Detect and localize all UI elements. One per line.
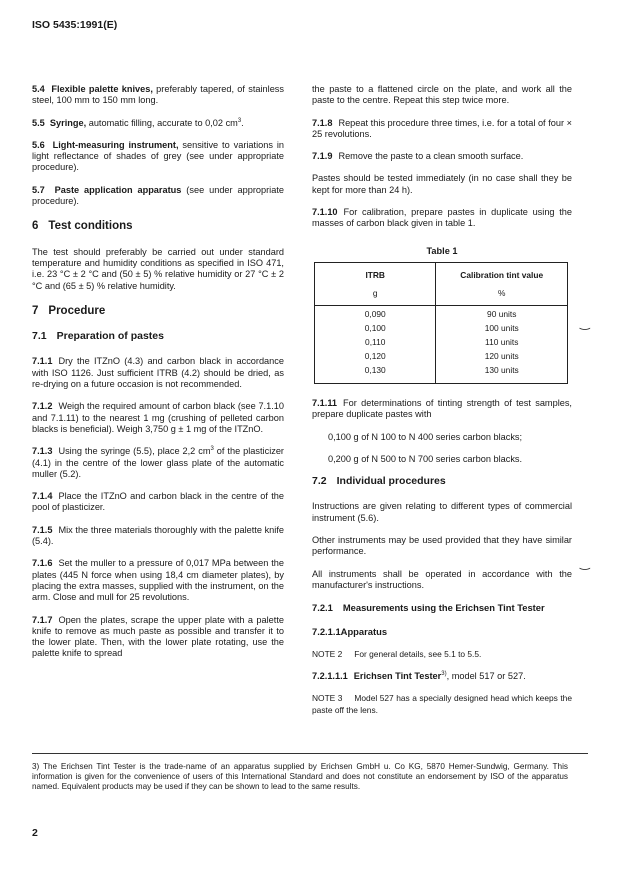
- table-cell: 0,110: [365, 336, 386, 347]
- clause-7-1-11: 7.1.11 For determinations of tinting strength of test samples, prepare duplicate pastes with: [312, 397, 572, 420]
- note-2: NOTE 2 For general details, see 5.1 to 5.5.: [312, 648, 482, 659]
- page-number: 2: [32, 827, 38, 839]
- section-7-2-heading: 7.2 Individual procedures: [312, 475, 446, 488]
- list-item: 0,200 g of N 500 to N 700 series carbon blacks.: [328, 453, 523, 464]
- clause-7-1-3: 7.1.3 Using the syringe (5.5), place 2,2 $cm^3$ of the plasticizer (4.1) in the centre of the lower glass plate of the automatic muller (5.2).: [32, 446, 284, 479]
- test-conditions-text: The test should preferably be carried out under standard temperature and humidity conditions as specified in ISO 471, i.e. 23 °C ± 2 °C and (50 ± 5) % relative humidity or 27 °C ± 2 °C and (65 ± 5) % relative humidity.: [32, 246, 284, 291]
- note-3: NOTE 3 Model 527 has a specially designed head which keeps the paste off the lens.: [312, 693, 572, 715]
- margin-change-mark: ‿: [580, 556, 590, 570]
- table-header-calibration: Calibration tint value: [436, 262, 568, 283]
- section-7-heading: 7 Procedure: [32, 304, 106, 317]
- clause-7-1-8: 7.1.8 Repeat this procedure three times, i.e. for a total of four × 25 revolutions.: [312, 117, 572, 139]
- clause-7-1-2: 7.1.2 Weigh the required amount of carbon black (see 7.1.10 and 7.1.11) to the nearest 1 mg (crushing of pelleted carbon blacks is beneficial). Weigh 3,750 g ± 1 mg of the ITZnO.: [32, 401, 284, 434]
- section-7-1-heading: 7.1 Preparation of pastes: [32, 330, 164, 343]
- table-cell: 130 units: [484, 364, 519, 375]
- section-7-2-text-3: All instruments shall be operated in accordance with the manufacturer's instructions.: [312, 568, 572, 590]
- clause-7-1-9: 7.1.9 Remove the paste to a clean smooth surface.: [312, 151, 524, 162]
- clause-7-1-5: 7.1.5 Mix the three materials thoroughly with the palette knife (5.4).: [32, 524, 284, 547]
- table-cell: 90 units: [487, 308, 517, 319]
- section-7-2-text-1: Instructions are given relating to different types of commercial instrument (5.6).: [312, 501, 572, 523]
- table-cell: 110 units: [485, 336, 519, 347]
- section-7-2-text-2: Other instruments may be used provided that they have similar performance.: [312, 535, 572, 557]
- clause-7-1-1: 7.1.1 Dry the ITZnO (4.3) and carbon black in accordance with ISO 1126. Just sufficient ITRB (4.2) should be dried, as re-drying on a future occasion is not recommended.: [32, 356, 284, 390]
- list-item: 0,100 g of N 100 to N 400 series carbon blacks;: [328, 431, 523, 442]
- clause-5-7: 5.7 Paste application apparatus (see under appropriate procedure).: [32, 184, 284, 207]
- table-cell: 100 units: [484, 322, 519, 333]
- section-7-2-1-1-heading: 7.2.1.1Apparatus: [312, 625, 388, 637]
- clause-7-1-6: 7.1.6 Set the muller to a pressure of 0,017 MPa between the plates (445 N force when using 18,4 cm diameter plates), by placing the extra masses, supplied with the instrument, on the arm. Close and mull for 25 revolutions.: [32, 558, 284, 603]
- footnote-divider: [32, 753, 588, 754]
- table-unit-percent: %: [436, 283, 568, 306]
- margin-change-mark: ‿: [580, 316, 590, 330]
- pastes-testing-text: Pastes should be tested immediately (in no case shall they be kept for more than 24 h).: [312, 173, 572, 195]
- section-7-2-1-heading: 7.2.1 Measurements using the Erichsen Tint Tester: [312, 602, 545, 614]
- table-unit-g: g: [315, 283, 436, 306]
- table-cell: 120 units: [484, 350, 519, 361]
- table-cell: 0,130: [364, 364, 386, 375]
- table-cell: 0,100: [364, 322, 386, 333]
- right-column: [312, 84, 572, 727]
- clause-5-5: 5.5 Syringe, automatic filling, accurate to 0,02 $cm^3$.: [32, 117, 244, 128]
- clause-5-4: 5.4 Flexible palette knives, preferably tapered, of stainless steel, 100 mm to 150 mm long.: [32, 84, 284, 106]
- document-header: ISO 5435:1991(E): [32, 19, 118, 31]
- clause-7-2-1-1-1: 7.2.1.1.1 Erichsen Tint Tester$^{3)}$, model 517 or 527.: [312, 671, 526, 682]
- table-col-calibration-values: [436, 305, 568, 383]
- table-col-itrb-values: [315, 305, 436, 383]
- table-1: [314, 262, 568, 384]
- clause-7-1-4: 7.1.4 Place the ITZnO and carbon black in the centre of the pool of plasticizer.: [32, 491, 284, 513]
- table-1-title: Table 1: [426, 245, 458, 256]
- table-header-itrb: ITRB: [315, 262, 436, 283]
- table-cell: 0,090: [364, 308, 386, 319]
- clause-7-1-10: 7.1.10 For calibration, prepare pastes in duplicate using the masses of carbon black given in table 1.: [312, 207, 572, 229]
- footnote: 3) The Erichsen Tint Tester is the trade-name of an apparatus supplied by Erichsen GmbH u. Co KG, 5870 Hemer-Sundwig, Germany. This information is given for the convenience of users of this International Standard and does not constitute an endorsement by ISO of the apparatus named. Equivalent products may be used if they can be shown to lead to the same results.: [32, 762, 568, 791]
- left-column: [32, 84, 284, 671]
- section-6-heading: 6 Test conditions: [32, 220, 133, 233]
- clause-5-6: 5.6 Light-measuring instrument, sensitive to variations in light reflectance of shades of grey (see under appropriate procedure).: [32, 139, 284, 173]
- clause-7-1-7-continued: the paste to a flattened circle on the plate, and work all the paste to the centre. Repeat this step twice more.: [312, 84, 572, 106]
- clause-7-1-7: 7.1.7 Open the plates, scrape the upper plate with a palette knife to remove as much paste as possible and transfer it to the lower plate. Then, with the lower plate rotating, use the palette knife to spread: [32, 614, 284, 659]
- table-cell: 0,120: [364, 350, 386, 361]
